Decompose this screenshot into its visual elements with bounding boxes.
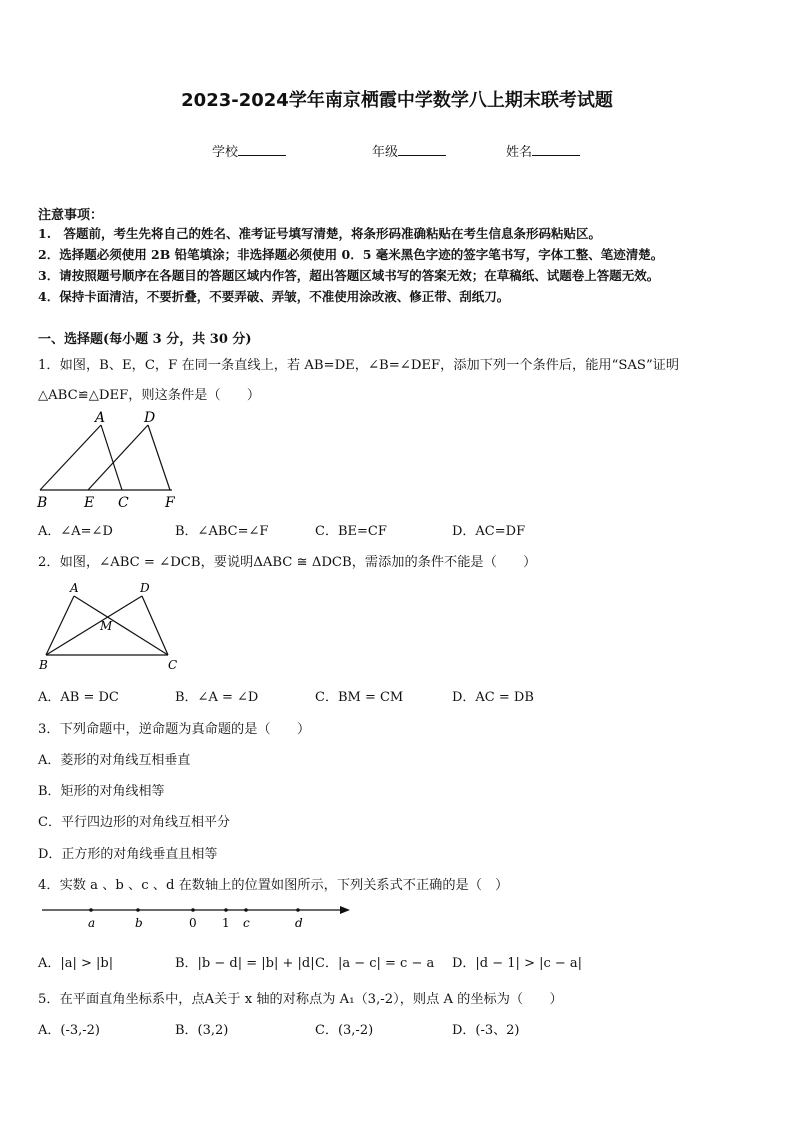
note-item: 2．选择题必须使用 2B 铅笔填涂；非选择题必须使用 0．5 毫米黑色字迹的签字笔书写，字体工整、笔迹清楚。 bbox=[38, 247, 664, 262]
q1-label-c: C bbox=[118, 495, 129, 511]
grade-label: 年级 bbox=[372, 145, 399, 160]
q2-label-m: M bbox=[100, 619, 113, 633]
q4-option-b: B．|b − d| = |b| + |d| bbox=[175, 956, 315, 971]
q4-stem: 4．实数 a 、b 、c 、d 在数轴上的位置如图所示，下列关系式不正确的是（ ） bbox=[38, 878, 509, 893]
q1-label-f: F bbox=[165, 495, 175, 511]
q3-option-d: D．正方形的对角线垂直且相等 bbox=[38, 847, 218, 862]
q1-label-d: D bbox=[144, 410, 156, 426]
q4-option-a: A．|a| > |b| bbox=[38, 956, 114, 971]
q3-stem: 3．下列命题中，逆命题为真命题的是（ ） bbox=[38, 722, 311, 737]
grade-field bbox=[372, 141, 446, 160]
q2-label-c: C bbox=[168, 658, 178, 672]
q1-stem: 1．如图，B、E，C，F 在同一条直线上，若 AB=DE，∠B=∠DEF，添加下列一个条件后，能用“SAS”证明 bbox=[38, 358, 680, 373]
q4-option-d: D．|d − 1| > |c − a| bbox=[452, 956, 583, 971]
q1-option-a: A．∠A=∠D bbox=[38, 524, 113, 539]
axis-label-b: b bbox=[135, 916, 143, 930]
q3-option-a: A．菱形的对角线互相垂直 bbox=[38, 753, 191, 768]
q3-option-c: C．平行四边形的对角线互相平分 bbox=[38, 815, 230, 830]
q2-option-b: B．∠A = ∠D bbox=[175, 690, 259, 705]
q1-option-b: B．∠ABC=∠F bbox=[175, 524, 269, 539]
q1-label-b: B bbox=[37, 495, 48, 511]
q1-figure bbox=[30, 408, 190, 512]
q2-label-d: D bbox=[140, 581, 150, 595]
axis-label-c: c bbox=[243, 916, 250, 930]
axis-label-d: d bbox=[295, 916, 303, 930]
note-item: 4．保持卡面清洁，不要折叠，不要弄破、弄皱，不准使用涂改液、修正带、刮纸刀。 bbox=[38, 289, 510, 304]
school-field bbox=[212, 141, 286, 160]
q2-option-c: C．BM = CM bbox=[315, 690, 404, 705]
q5-option-a: A．(-3,-2) bbox=[38, 1023, 100, 1038]
axis-label-one: 1 bbox=[222, 916, 230, 930]
q5-stem: 5．在平面直角坐标系中，点A关于 x 轴的对称点为 A₁（3,-2），则点 A 的坐标为（ ） bbox=[38, 992, 563, 1007]
q4-option-c: C．|a − c| = c − a bbox=[315, 956, 435, 971]
q4-number-line bbox=[38, 900, 358, 936]
q2-option-a: A．AB = DC bbox=[38, 690, 119, 705]
note-item: 1. 答题前，考生先将自己的姓名、准考证号填写清楚，将条形码准确粘贴在考生信息条形码粘贴区。 bbox=[38, 226, 602, 241]
notes-heading: 注意事项： bbox=[38, 208, 104, 223]
q2-label-a: A bbox=[70, 581, 79, 595]
name-field bbox=[506, 141, 580, 160]
q2-figure bbox=[34, 578, 184, 674]
name-blank bbox=[532, 143, 580, 156]
q2-stem: 2．如图，∠ABC = ∠DCB，要说明ΔABC ≅ ΔDCB，需添加的条件不能是（ ） bbox=[38, 555, 537, 570]
school-label: 学校 bbox=[212, 145, 239, 160]
q2-label-b: B bbox=[39, 658, 48, 672]
q1-label-a: A bbox=[95, 410, 106, 426]
q5-option-b: B．(3,2) bbox=[175, 1023, 229, 1038]
q3-option-b: B．矩形的对角线相等 bbox=[38, 784, 165, 799]
section-heading: 一、选择题(每小题 3 分，共 30 分) bbox=[38, 332, 252, 347]
q1-option-d: D．AC=DF bbox=[452, 524, 526, 539]
axis-label-a: a bbox=[88, 916, 96, 930]
grade-blank bbox=[398, 143, 446, 156]
q5-option-d: D．(-3、2) bbox=[452, 1023, 520, 1038]
school-blank bbox=[238, 143, 286, 156]
q1-label-e: E bbox=[84, 495, 95, 511]
page-title: 2023-2024学年南京栖霞中学数学八上期末联考试题 bbox=[181, 90, 613, 111]
q5-option-c: C．(3,-2) bbox=[315, 1023, 374, 1038]
q2-option-d: D．AC = DB bbox=[452, 690, 534, 705]
axis-label-zero: 0 bbox=[189, 916, 197, 930]
note-item: 3．请按照题号顺序在各题目的答题区域内作答，超出答题区域书写的答案无效；在草稿纸、试题卷上答题无效。 bbox=[38, 268, 660, 283]
q1-stem-2: △ABC≌△DEF，则这条件是（ ） bbox=[38, 388, 261, 403]
name-label: 姓名 bbox=[506, 145, 533, 160]
q1-option-c: C．BE=CF bbox=[315, 524, 387, 539]
